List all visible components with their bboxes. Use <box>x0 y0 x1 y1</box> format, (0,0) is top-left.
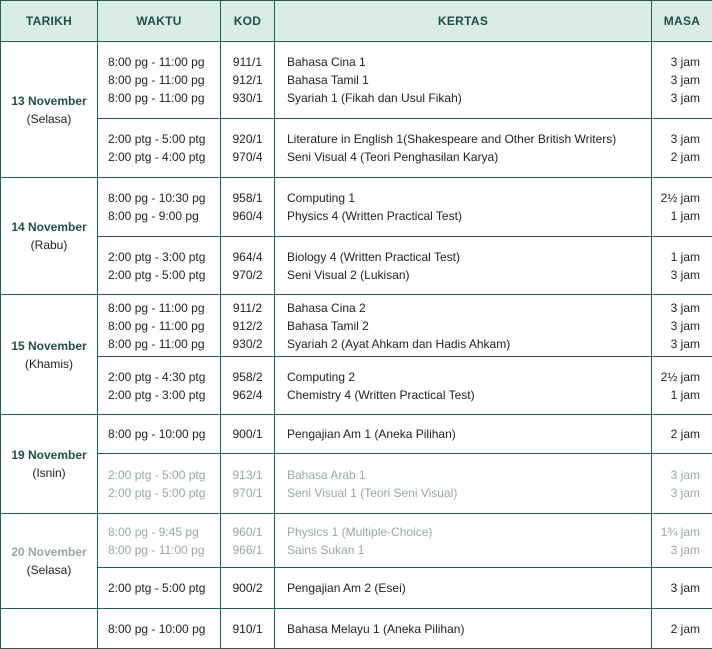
paper-title: Pengajian Am 1 (Aneka Pilihan) <box>287 425 651 443</box>
paper-cell <box>275 454 652 514</box>
duration-value: 3 jam <box>652 317 700 335</box>
duration-value: 2 jam <box>652 148 700 166</box>
paper-title: Bahasa Melayu 1 (Aneka Pilihan) <box>287 620 651 638</box>
time-cell <box>98 295 221 357</box>
duration-cell <box>652 415 712 454</box>
time-value: 8:00 pg - 11:00 pg <box>108 317 220 335</box>
paper-cell <box>275 42 652 119</box>
duration-value: 3 jam <box>652 71 700 89</box>
paper-title: Physics 1 (Multiple-Choice) <box>287 523 651 541</box>
time-value: 8:00 pg - 11:00 pg <box>108 335 220 353</box>
header-code: KOD <box>221 1 275 42</box>
time-value: 8:00 pg - 11:00 pg <box>108 89 220 107</box>
date-cell <box>1 42 98 178</box>
duration-cell <box>652 568 712 609</box>
time-value: 8:00 pg - 9:00 pg <box>108 207 220 225</box>
code-value: 966/1 <box>221 541 274 559</box>
session-row <box>1 119 712 178</box>
code-value: 910/1 <box>221 620 274 638</box>
duration-value: 2 jam <box>652 425 700 443</box>
weekday-label: (Isnin) <box>1 464 97 482</box>
code-value: 900/2 <box>221 579 274 597</box>
paper-cell <box>275 415 652 454</box>
time-value: 2:00 ptg - 5:00 ptg <box>108 130 220 148</box>
paper-title: Pengajian Am 2 (Esei) <box>287 579 651 597</box>
time-value: 2:00 ptg - 5:00 ptg <box>108 266 220 284</box>
code-value: 911/2 <box>221 299 274 317</box>
duration-cell <box>652 609 712 649</box>
code-value: 958/2 <box>221 368 274 386</box>
date-cell <box>1 178 98 295</box>
paper-cell <box>275 609 652 649</box>
paper-title: Bahasa Arab 1 <box>287 466 651 484</box>
time-value: 2:00 ptg - 5:00 ptg <box>108 579 220 597</box>
paper-title: Computing 2 <box>287 368 651 386</box>
duration-cell <box>652 357 712 415</box>
code-value: 912/1 <box>221 71 274 89</box>
code-value: 970/2 <box>221 266 274 284</box>
time-value: 2:00 ptg - 5:00 ptg <box>108 484 220 502</box>
date-cell <box>1 415 98 514</box>
header-paper: KERTAS <box>275 1 652 42</box>
duration-value: 3 jam <box>652 466 700 484</box>
time-value: 2:00 ptg - 4:00 ptg <box>108 148 220 166</box>
date-label: 19 November <box>1 446 97 464</box>
code-value: 920/1 <box>221 130 274 148</box>
duration-value: 1 jam <box>652 386 700 404</box>
weekday-label: (Rabu) <box>1 236 97 254</box>
duration-value: 2 jam <box>652 620 700 638</box>
paper-title: Sains Sukan 1 <box>287 541 651 559</box>
time-cell <box>98 119 221 178</box>
code-value: 930/1 <box>221 89 274 107</box>
paper-cell <box>275 357 652 415</box>
code-value: 960/4 <box>221 207 274 225</box>
code-value: 970/4 <box>221 148 274 166</box>
time-cell <box>98 568 221 609</box>
code-value: 960/1 <box>221 523 274 541</box>
code-value: 958/1 <box>221 189 274 207</box>
date-label: 13 November <box>1 92 97 110</box>
duration-value: 2½ jam <box>652 368 700 386</box>
duration-cell <box>652 514 712 568</box>
date-cell <box>1 514 98 609</box>
code-value: 970/1 <box>221 484 274 502</box>
paper-title: Bahasa Tamil 2 <box>287 317 651 335</box>
duration-cell <box>652 178 712 237</box>
date-label: 15 November <box>1 337 97 355</box>
time-value: 8:00 pg - 11:00 pg <box>108 299 220 317</box>
code-cell <box>221 568 275 609</box>
code-cell <box>221 119 275 178</box>
paper-cell <box>275 295 652 357</box>
code-value: 964/4 <box>221 248 274 266</box>
duration-value: 3 jam <box>652 299 700 317</box>
paper-cell <box>275 237 652 295</box>
time-value: 8:00 pg - 11:00 pg <box>108 541 220 559</box>
weekday-label: (Selasa) <box>1 561 97 579</box>
paper-title: Seni Visual 4 (Teori Penghasilan Karya) <box>287 148 651 166</box>
paper-cell <box>275 119 652 178</box>
header-time: WAKTU <box>98 1 221 42</box>
code-cell <box>221 237 275 295</box>
code-cell <box>221 454 275 514</box>
paper-title: Computing 1 <box>287 189 651 207</box>
paper-title: Seni Visual 2 (Lukisan) <box>287 266 651 284</box>
duration-value: 3 jam <box>652 335 700 353</box>
time-value: 2:00 ptg - 3:00 ptg <box>108 248 220 266</box>
code-cell <box>221 295 275 357</box>
code-cell <box>221 609 275 649</box>
time-value: 8:00 pg - 11:00 pg <box>108 53 220 71</box>
duration-value: 3 jam <box>652 89 700 107</box>
paper-title: Literature in English 1(Shakespeare and Other British Writers) <box>287 130 651 148</box>
duration-cell <box>652 42 712 119</box>
duration-value: 3 jam <box>652 266 700 284</box>
time-cell <box>98 357 221 415</box>
duration-cell <box>652 119 712 178</box>
code-value: 962/4 <box>221 386 274 404</box>
time-value: 8:00 pg - 10:30 pg <box>108 189 220 207</box>
paper-title: Bahasa Cina 1 <box>287 53 651 71</box>
time-value: 8:00 pg - 11:00 pg <box>108 71 220 89</box>
paper-title: Bahasa Cina 2 <box>287 299 651 317</box>
time-cell <box>98 454 221 514</box>
time-value: 8:00 pg - 10:00 pg <box>108 425 220 443</box>
code-value: 913/1 <box>221 466 274 484</box>
time-cell <box>98 609 221 649</box>
paper-title: Bahasa Tamil 1 <box>287 71 651 89</box>
paper-cell <box>275 568 652 609</box>
weekday-label: (Khamis) <box>1 355 97 373</box>
paper-title: Chemistry 4 (Written Practical Test) <box>287 386 651 404</box>
paper-cell <box>275 178 652 237</box>
date-cell <box>1 609 98 649</box>
session-row <box>1 415 712 454</box>
time-cell <box>98 514 221 568</box>
time-value: 8:00 pg - 9:45 pg <box>108 523 220 541</box>
session-row <box>1 357 712 415</box>
code-value: 930/2 <box>221 335 274 353</box>
header-date: TARIKH <box>1 1 98 42</box>
duration-value: 1 jam <box>652 248 700 266</box>
duration-cell <box>652 295 712 357</box>
paper-cell <box>275 514 652 568</box>
session-row <box>1 178 712 237</box>
code-value: 912/2 <box>221 317 274 335</box>
time-cell <box>98 237 221 295</box>
session-row <box>1 454 712 514</box>
code-cell <box>221 178 275 237</box>
code-cell <box>221 415 275 454</box>
date-cell <box>1 295 98 415</box>
time-cell <box>98 178 221 237</box>
session-row <box>1 42 712 119</box>
time-value: 2:00 ptg - 4:30 ptg <box>108 368 220 386</box>
weekday-label: (Selasa) <box>1 110 97 128</box>
time-cell <box>98 415 221 454</box>
duration-value: 3 jam <box>652 484 700 502</box>
header-duration: MASA <box>652 1 712 42</box>
session-row <box>1 237 712 295</box>
duration-value: 3 jam <box>652 130 700 148</box>
session-row <box>1 295 712 357</box>
time-value: 2:00 ptg - 3:00 ptg <box>108 386 220 404</box>
date-label: 20 November <box>1 543 97 561</box>
code-cell <box>221 357 275 415</box>
paper-title: Seni Visual 1 (Teori Seni Visual) <box>287 484 651 502</box>
date-label: 14 November <box>1 218 97 236</box>
duration-value: 3 jam <box>652 53 700 71</box>
duration-value: 2½ jam <box>652 189 700 207</box>
paper-title: Biology 4 (Written Practical Test) <box>287 248 651 266</box>
header-row <box>1 1 712 42</box>
time-value: 2:00 ptg - 5:00 ptg <box>108 466 220 484</box>
duration-value: 3 jam <box>652 579 700 597</box>
code-cell <box>221 514 275 568</box>
duration-cell <box>652 237 712 295</box>
time-value: 8:00 pg - 10:00 pg <box>108 620 220 638</box>
session-row <box>1 568 712 609</box>
code-value: 900/1 <box>221 425 274 443</box>
code-cell <box>221 42 275 119</box>
time-cell <box>98 42 221 119</box>
duration-cell <box>652 454 712 514</box>
duration-value: 3 jam <box>652 541 700 559</box>
paper-title: Syariah 2 (Ayat Ahkam dan Hadis Ahkam) <box>287 335 651 353</box>
paper-title: Physics 4 (Written Practical Test) <box>287 207 651 225</box>
duration-value: 1¾ jam <box>652 523 700 541</box>
duration-value: 1 jam <box>652 207 700 225</box>
code-value: 911/1 <box>221 53 274 71</box>
paper-title: Syariah 1 (Fikah dan Usul Fikah) <box>287 89 651 107</box>
timetable-body <box>1 42 712 649</box>
session-row <box>1 609 712 649</box>
session-row <box>1 514 712 568</box>
